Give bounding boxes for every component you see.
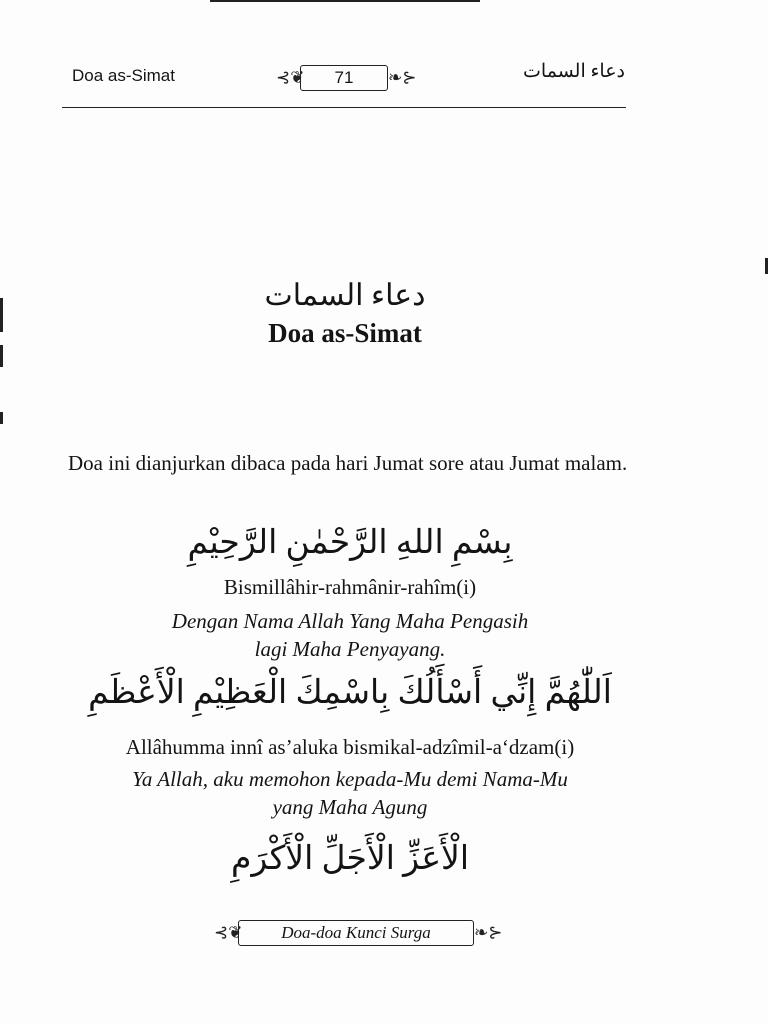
- verse-1-translation-line2: lagi Maha Penyayang.: [254, 637, 446, 661]
- verse-1-arabic: بِسْمِ اللهِ الرَّحْمٰنِ الرَّحِيْمِ: [187, 525, 513, 561]
- top-edge-rule: [210, 0, 480, 2]
- intro-paragraph: Doa ini dianjurkan dibaca pada hari Jumat sore atau Jumat malam.: [68, 451, 628, 475]
- scan-edge-mark: [0, 345, 3, 367]
- scan-edge-mark: [0, 412, 3, 424]
- ornament-left-icon: ⊰❦: [276, 68, 305, 87]
- verse-2-arabic: اَللّٰهُمَّ إِنِّي أَسْأَلُكَ بِاسْمِكَ الْعَظِيْمِ الْأَعْظَمِ: [88, 675, 612, 711]
- scan-edge-mark: [0, 298, 3, 332]
- verse-1-translation-line1: Dengan Nama Allah Yang Maha Pengasih: [171, 609, 529, 633]
- chapter-title-latin: Doa as-Simat: [268, 318, 422, 348]
- verse-1-transliteration: Bismillâhir-rahmânir-rahîm(i): [223, 575, 477, 599]
- page-number-box: [270, 64, 420, 92]
- verse-2-transliteration: Allâhumma innî as’aluka bismikal-adzîmil-a‘dzam(i): [125, 735, 575, 759]
- running-header-right: دعاء السمات: [523, 61, 625, 82]
- verse-3-arabic: الْأَعَزِّ الْأَجَلِّ الْأَكْرَمِ: [230, 841, 470, 877]
- chapter-title-arabic: دعاء السمات: [264, 279, 426, 312]
- verse-2-translation-line1: Ya Allah, aku memohon kepada-Mu demi Nama-Mu: [132, 767, 568, 791]
- header-divider: [62, 107, 626, 108]
- footer-ornament-right-icon: ❧⊱: [474, 923, 503, 942]
- footer-ornament-left-icon: ⊰❦: [214, 923, 243, 942]
- ornament-right-icon: ❧⊱: [388, 68, 417, 87]
- footer-book-title: Doa-doa Kunci Surga: [238, 920, 474, 946]
- running-header-left: Doa as-Simat: [72, 66, 175, 85]
- footer-book-title-box: [212, 918, 502, 948]
- page-number: 71: [300, 65, 388, 91]
- verse-2-translation-line2: yang Maha Agung: [272, 795, 428, 819]
